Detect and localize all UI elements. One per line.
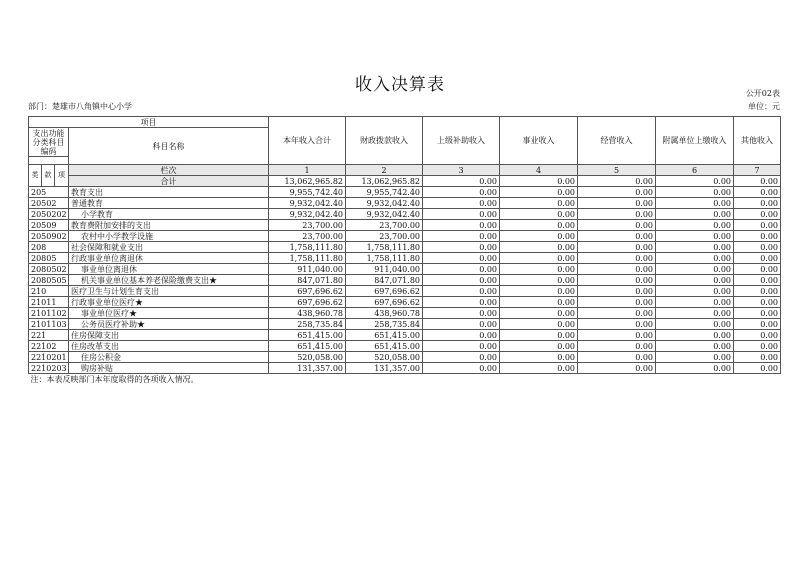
total-cell: 13,062,965.82 — [346, 176, 423, 187]
row-code: 21011 — [29, 297, 69, 308]
row-value: 0.00 — [500, 352, 578, 363]
total-cell: 0.00 — [734, 176, 781, 187]
row-value: 9,932,042.40 — [346, 198, 423, 209]
row-value: 0.00 — [423, 264, 500, 275]
row-code: 2050202 — [29, 209, 69, 220]
row-name: 教育费附加安排的支出 — [69, 220, 269, 231]
row-value: 0.00 — [423, 297, 500, 308]
row-value: 0.00 — [734, 308, 781, 319]
row-value: 0.00 — [578, 220, 656, 231]
func-code-header: 支出功能分类科目编码 — [29, 128, 69, 157]
row-value: 697,696.62 — [346, 297, 423, 308]
table-row — [29, 209, 781, 220]
row-code: 2050902 — [29, 231, 69, 242]
page-title: 收入决算表 — [355, 75, 445, 95]
row-value: 0.00 — [423, 187, 500, 198]
row-value: 0.00 — [423, 220, 500, 231]
table-row — [29, 330, 781, 341]
row-name: 住房改革支出 — [69, 341, 269, 352]
row-value: 1,758,111.80 — [269, 242, 346, 253]
row-name: 农村中小学教学设施 — [69, 231, 269, 242]
table-row — [29, 297, 781, 308]
row-value: 0.00 — [500, 209, 578, 220]
column-header: 附属单位上缴收入 — [656, 117, 734, 165]
row-value: 847,071.80 — [346, 275, 423, 286]
table-row — [29, 363, 781, 374]
row-value: 0.00 — [423, 242, 500, 253]
row-code: 2210201 — [29, 352, 69, 363]
row-value: 0.00 — [578, 341, 656, 352]
row-value: 0.00 — [578, 286, 656, 297]
row-code: 2080502 — [29, 264, 69, 275]
row-value: 0.00 — [500, 220, 578, 231]
row-value: 0.00 — [656, 286, 734, 297]
subject-name-header: 科目名称 — [69, 128, 269, 165]
row-value: 0.00 — [578, 209, 656, 220]
row-name: 机关事业单位基本养老保险缴费支出★ — [69, 275, 269, 286]
column-number: 4 — [500, 165, 578, 176]
row-code: 2210203 — [29, 363, 69, 374]
xiang-header: 项 — [55, 165, 69, 187]
row-value: 0.00 — [500, 198, 578, 209]
row-value: 697,696.62 — [269, 286, 346, 297]
row-value: 0.00 — [734, 242, 781, 253]
row-value: 0.00 — [656, 209, 734, 220]
row-value: 0.00 — [578, 319, 656, 330]
row-code: 20502 — [29, 198, 69, 209]
row-code: 208 — [29, 242, 69, 253]
row-value: 0.00 — [656, 275, 734, 286]
row-value: 0.00 — [734, 198, 781, 209]
row-value: 438,960.78 — [269, 308, 346, 319]
row-value: 0.00 — [578, 297, 656, 308]
row-name: 住房保障支出 — [69, 330, 269, 341]
row-name: 教育支出 — [69, 187, 269, 198]
row-value: 0.00 — [500, 286, 578, 297]
table-row — [29, 319, 781, 330]
column-header: 经营收入 — [578, 117, 656, 165]
row-value: 0.00 — [656, 231, 734, 242]
row-value: 0.00 — [734, 264, 781, 275]
row-value: 0.00 — [734, 253, 781, 264]
row-value: 0.00 — [656, 264, 734, 275]
table-row — [29, 264, 781, 275]
row-code: 221 — [29, 330, 69, 341]
total-label: 合计 — [69, 176, 269, 187]
column-header: 财政拨款收入 — [346, 117, 423, 165]
row-value: 0.00 — [734, 220, 781, 231]
row-value: 23,700.00 — [269, 220, 346, 231]
row-value: 0.00 — [423, 352, 500, 363]
table-row — [29, 341, 781, 352]
row-value: 0.00 — [423, 363, 500, 374]
row-value: 0.00 — [578, 187, 656, 198]
row-code: 20805 — [29, 253, 69, 264]
row-value: 0.00 — [500, 308, 578, 319]
row-value: 0.00 — [423, 330, 500, 341]
row-value: 0.00 — [423, 286, 500, 297]
row-value: 0.00 — [500, 275, 578, 286]
column-header: 事业收入 — [500, 117, 578, 165]
row-value: 520,058.00 — [346, 352, 423, 363]
row-value: 651,415.00 — [346, 341, 423, 352]
row-value: 9,955,742.40 — [269, 187, 346, 198]
row-value: 0.00 — [656, 341, 734, 352]
total-cell: 13,062,965.82 — [269, 176, 346, 187]
total-cell: 0.00 — [578, 176, 656, 187]
row-value: 0.00 — [578, 198, 656, 209]
row-value: 651,415.00 — [269, 341, 346, 352]
table-row — [29, 253, 781, 264]
row-value: 0.00 — [578, 352, 656, 363]
row-name: 行政事业单位离退休 — [69, 253, 269, 264]
row-value: 0.00 — [500, 231, 578, 242]
row-value: 0.00 — [423, 253, 500, 264]
row-value: 0.00 — [656, 319, 734, 330]
row-value: 0.00 — [500, 363, 578, 374]
row-value: 0.00 — [423, 198, 500, 209]
row-value: 131,357.00 — [346, 363, 423, 374]
row-name: 事业单位离退休 — [69, 264, 269, 275]
row-value: 0.00 — [578, 242, 656, 253]
row-value: 1,758,111.80 — [269, 253, 346, 264]
row-value: 651,415.00 — [269, 330, 346, 341]
department-label: 部门：楚雄市八角镇中心小学 — [28, 102, 132, 111]
project-header: 项目 — [29, 117, 269, 128]
row-value: 697,696.62 — [269, 297, 346, 308]
row-value: 0.00 — [656, 297, 734, 308]
table-note: 注：本表反映部门本年度取得的各项收入情况。 — [29, 374, 781, 385]
row-value: 0.00 — [500, 242, 578, 253]
row-value: 0.00 — [578, 264, 656, 275]
row-name: 小学教育 — [69, 209, 269, 220]
row-value: 0.00 — [500, 297, 578, 308]
row-value: 0.00 — [734, 319, 781, 330]
row-value: 23,700.00 — [346, 231, 423, 242]
row-value: 0.00 — [423, 231, 500, 242]
row-value: 0.00 — [734, 187, 781, 198]
row-value: 23,700.00 — [346, 220, 423, 231]
total-cell: 0.00 — [500, 176, 578, 187]
column-number: 2 — [346, 165, 423, 176]
total-cell: 0.00 — [423, 176, 500, 187]
total-cell: 0.00 — [656, 176, 734, 187]
row-value: 0.00 — [656, 253, 734, 264]
row-value: 0.00 — [423, 308, 500, 319]
row-code: 22102 — [29, 341, 69, 352]
row-value: 258,735.84 — [269, 319, 346, 330]
row-value: 0.00 — [734, 297, 781, 308]
row-value: 438,960.78 — [346, 308, 423, 319]
row-value: 131,357.00 — [269, 363, 346, 374]
row-value: 0.00 — [734, 352, 781, 363]
row-value: 0.00 — [578, 308, 656, 319]
row-name: 公务员医疗补助★ — [69, 319, 269, 330]
row-value: 258,735.84 — [346, 319, 423, 330]
table-row — [29, 242, 781, 253]
table-row — [29, 187, 781, 198]
row-value: 847,071.80 — [269, 275, 346, 286]
row-value: 520,058.00 — [269, 352, 346, 363]
row-value: 0.00 — [656, 220, 734, 231]
column-header: 上级补助收入 — [423, 117, 500, 165]
row-value: 697,696.62 — [346, 286, 423, 297]
row-value: 0.00 — [578, 253, 656, 264]
row-code: 2101103 — [29, 319, 69, 330]
row-value: 911,040.00 — [269, 264, 346, 275]
row-name: 医疗卫生与计划生育支出 — [69, 286, 269, 297]
row-value: 0.00 — [734, 363, 781, 374]
row-value: 23,700.00 — [269, 231, 346, 242]
row-value: 0.00 — [734, 209, 781, 220]
column-no-label: 栏次 — [69, 165, 269, 176]
table-row — [29, 352, 781, 363]
kuan-header: 款 — [42, 165, 55, 187]
column-header: 本年收入合计 — [269, 117, 346, 165]
row-name: 普通教育 — [69, 198, 269, 209]
row-value: 0.00 — [423, 209, 500, 220]
table-row — [29, 231, 781, 242]
row-value: 0.00 — [656, 187, 734, 198]
row-value: 9,932,042.40 — [346, 209, 423, 220]
row-code: 2101102 — [29, 308, 69, 319]
row-value: 0.00 — [578, 231, 656, 242]
row-value: 0.00 — [734, 231, 781, 242]
row-value: 9,932,042.40 — [269, 198, 346, 209]
row-value: 0.00 — [656, 242, 734, 253]
table-row — [29, 286, 781, 297]
row-name: 社会保障和就业支出 — [69, 242, 269, 253]
row-value: 0.00 — [578, 363, 656, 374]
row-value: 0.00 — [500, 341, 578, 352]
lei-header: 类 — [29, 165, 42, 187]
row-value: 0.00 — [500, 319, 578, 330]
row-value: 0.00 — [578, 330, 656, 341]
row-name: 住房公积金 — [69, 352, 269, 363]
row-name: 行政事业单位医疗★ — [69, 297, 269, 308]
row-value: 0.00 — [734, 330, 781, 341]
row-value: 0.00 — [656, 363, 734, 374]
row-value: 0.00 — [656, 308, 734, 319]
column-header: 其他收入 — [734, 117, 781, 165]
row-value: 0.00 — [423, 275, 500, 286]
column-number: 7 — [734, 165, 781, 176]
column-number: 3 — [423, 165, 500, 176]
table-row — [29, 198, 781, 209]
row-code: 210 — [29, 286, 69, 297]
row-value: 0.00 — [734, 341, 781, 352]
row-value: 0.00 — [423, 319, 500, 330]
income-table — [28, 116, 781, 384]
table-row — [29, 220, 781, 231]
column-number: 6 — [656, 165, 734, 176]
row-value: 0.00 — [578, 275, 656, 286]
row-code: 20509 — [29, 220, 69, 231]
row-value: 9,955,742.40 — [346, 187, 423, 198]
row-value: 0.00 — [734, 286, 781, 297]
row-code: 2080505 — [29, 275, 69, 286]
table-row — [29, 275, 781, 286]
row-value: 9,932,042.40 — [269, 209, 346, 220]
row-code: 205 — [29, 187, 69, 198]
row-value: 0.00 — [500, 264, 578, 275]
row-value: 0.00 — [656, 198, 734, 209]
row-value: 0.00 — [656, 330, 734, 341]
row-value: 0.00 — [656, 352, 734, 363]
row-value: 1,758,111.80 — [346, 253, 423, 264]
form-code: 公开02表 — [745, 89, 780, 98]
row-value: 911,040.00 — [346, 264, 423, 275]
row-value: 0.00 — [500, 187, 578, 198]
total-row — [29, 176, 781, 187]
table-row — [29, 308, 781, 319]
row-value: 0.00 — [500, 330, 578, 341]
row-value: 0.00 — [500, 253, 578, 264]
unit-label: 单位：元 — [748, 102, 780, 111]
row-value: 1,758,111.80 — [346, 242, 423, 253]
row-name: 购房补贴 — [69, 363, 269, 374]
column-number: 5 — [578, 165, 656, 176]
row-value: 0.00 — [734, 275, 781, 286]
row-value: 0.00 — [423, 341, 500, 352]
column-number: 1 — [269, 165, 346, 176]
row-value: 651,415.00 — [346, 330, 423, 341]
row-name: 事业单位医疗★ — [69, 308, 269, 319]
